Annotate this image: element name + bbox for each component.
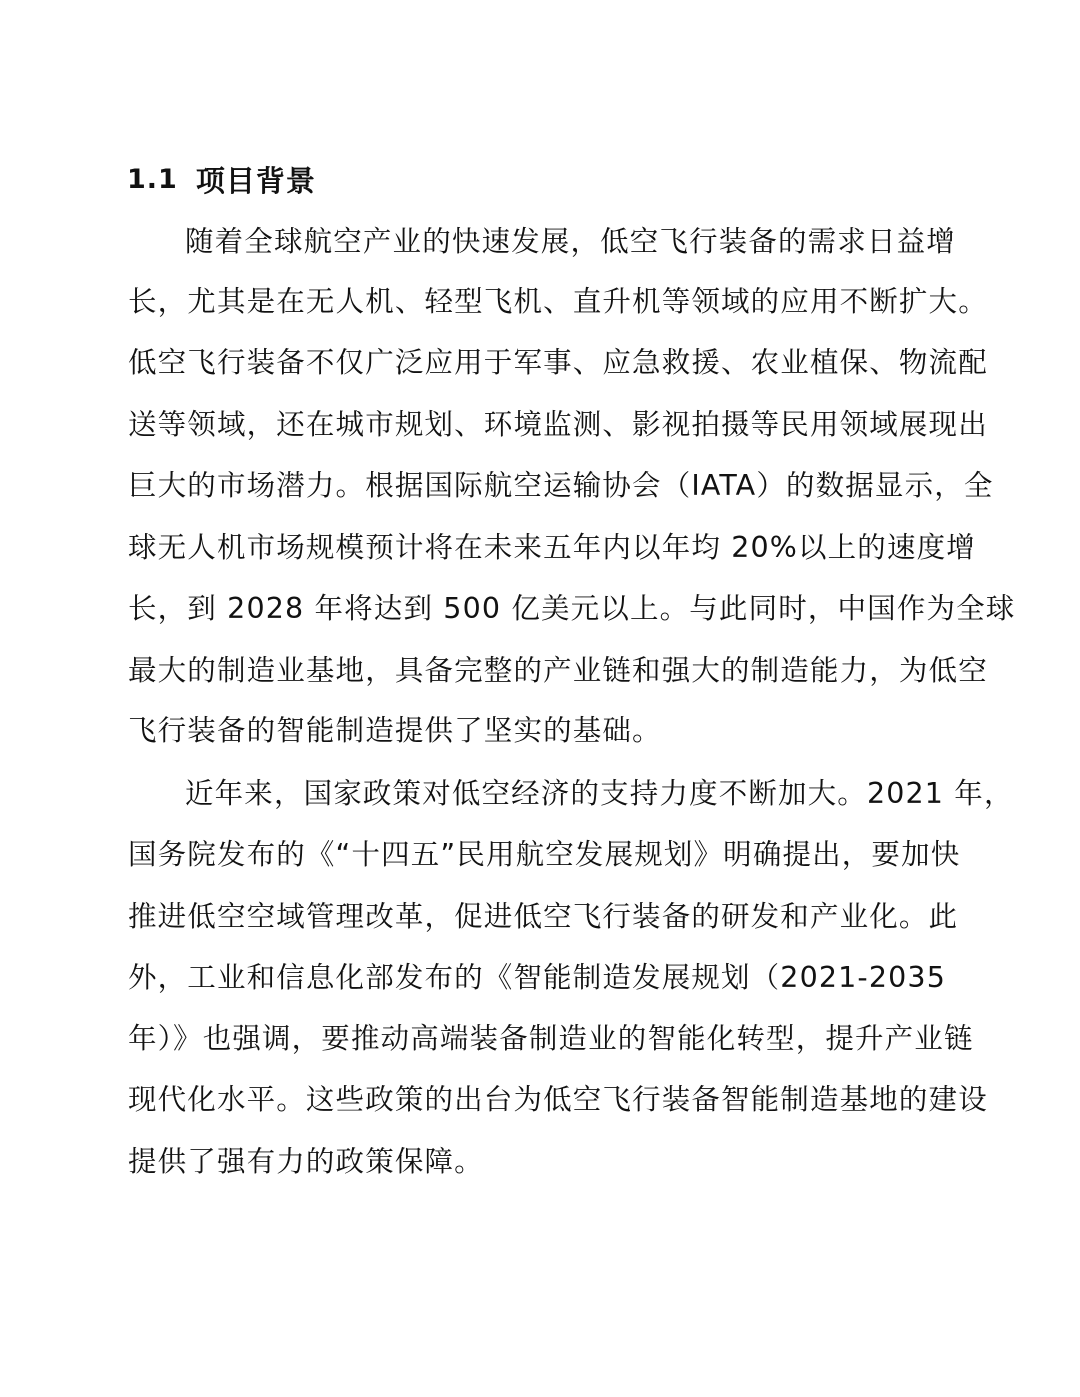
paragraph-2-line-7: 提供了强有力的政策保障。 (128, 1145, 484, 1178)
section-heading (127, 155, 316, 203)
paragraph-1-line-7: 长，到 2028 年将达到 500 亿美元以上。与此同时，中国作为全球 (128, 592, 1016, 625)
paragraph-2-line-3: 推进低空空域管理改革，促进低空飞行装备的研发和产业化。此 (128, 900, 959, 933)
paragraph-1-line-2: 长，尤其是在无人机、轻型飞机、直升机等领域的应用不断扩大。 (128, 285, 988, 318)
paragraph-2-line-1: 近年来，国家政策对低空经济的支持力度不断加大。2021 年， (185, 777, 1014, 810)
paragraph-1-line-1: 随着全球航空产业的快速发展，低空飞行装备的需求日益增 (185, 225, 956, 258)
paragraph-1-line-5: 巨大的市场潜力。根据国际航空运输协会（IATA）的数据显示，全 (128, 469, 994, 502)
paragraph-1-line-9: 飞行装备的智能制造提供了坚实的基础。 (128, 714, 662, 747)
section-title: 项目背景 (195, 163, 316, 198)
paragraph-2-line-2: 国务院发布的《“十四五”民用航空发展规划》明确提出，要加快 (128, 838, 961, 871)
paragraph-2-line-6: 现代化水平。这些政策的出台为低空飞行装备智能制造基地的建设 (128, 1083, 988, 1116)
paragraph-2-line-5: 年）》也强调，要推动高端装备制造业的智能化转型，提升产业链 (128, 1022, 974, 1055)
paragraph-1-line-3: 低空飞行装备不仅广泛应用于军事、应急救援、农业植保、物流配 (128, 346, 988, 379)
paragraph-1-line-4: 送等领域，还在城市规划、环境监测、影视拍摄等民用领域展现出 (128, 408, 988, 441)
paragraph-1-line-6: 球无人机市场规模预计将在未来五年内以年均 20%以上的速度增 (128, 531, 976, 564)
paragraph-2-line-4: 外，工业和信息化部发布的《智能制造发展规划（2021-2035 (128, 961, 946, 994)
section-number: 1.1 (127, 163, 178, 195)
paragraph-1-line-8: 最大的制造业基地，具备完整的产业链和强大的制造能力，为低空 (128, 654, 988, 687)
